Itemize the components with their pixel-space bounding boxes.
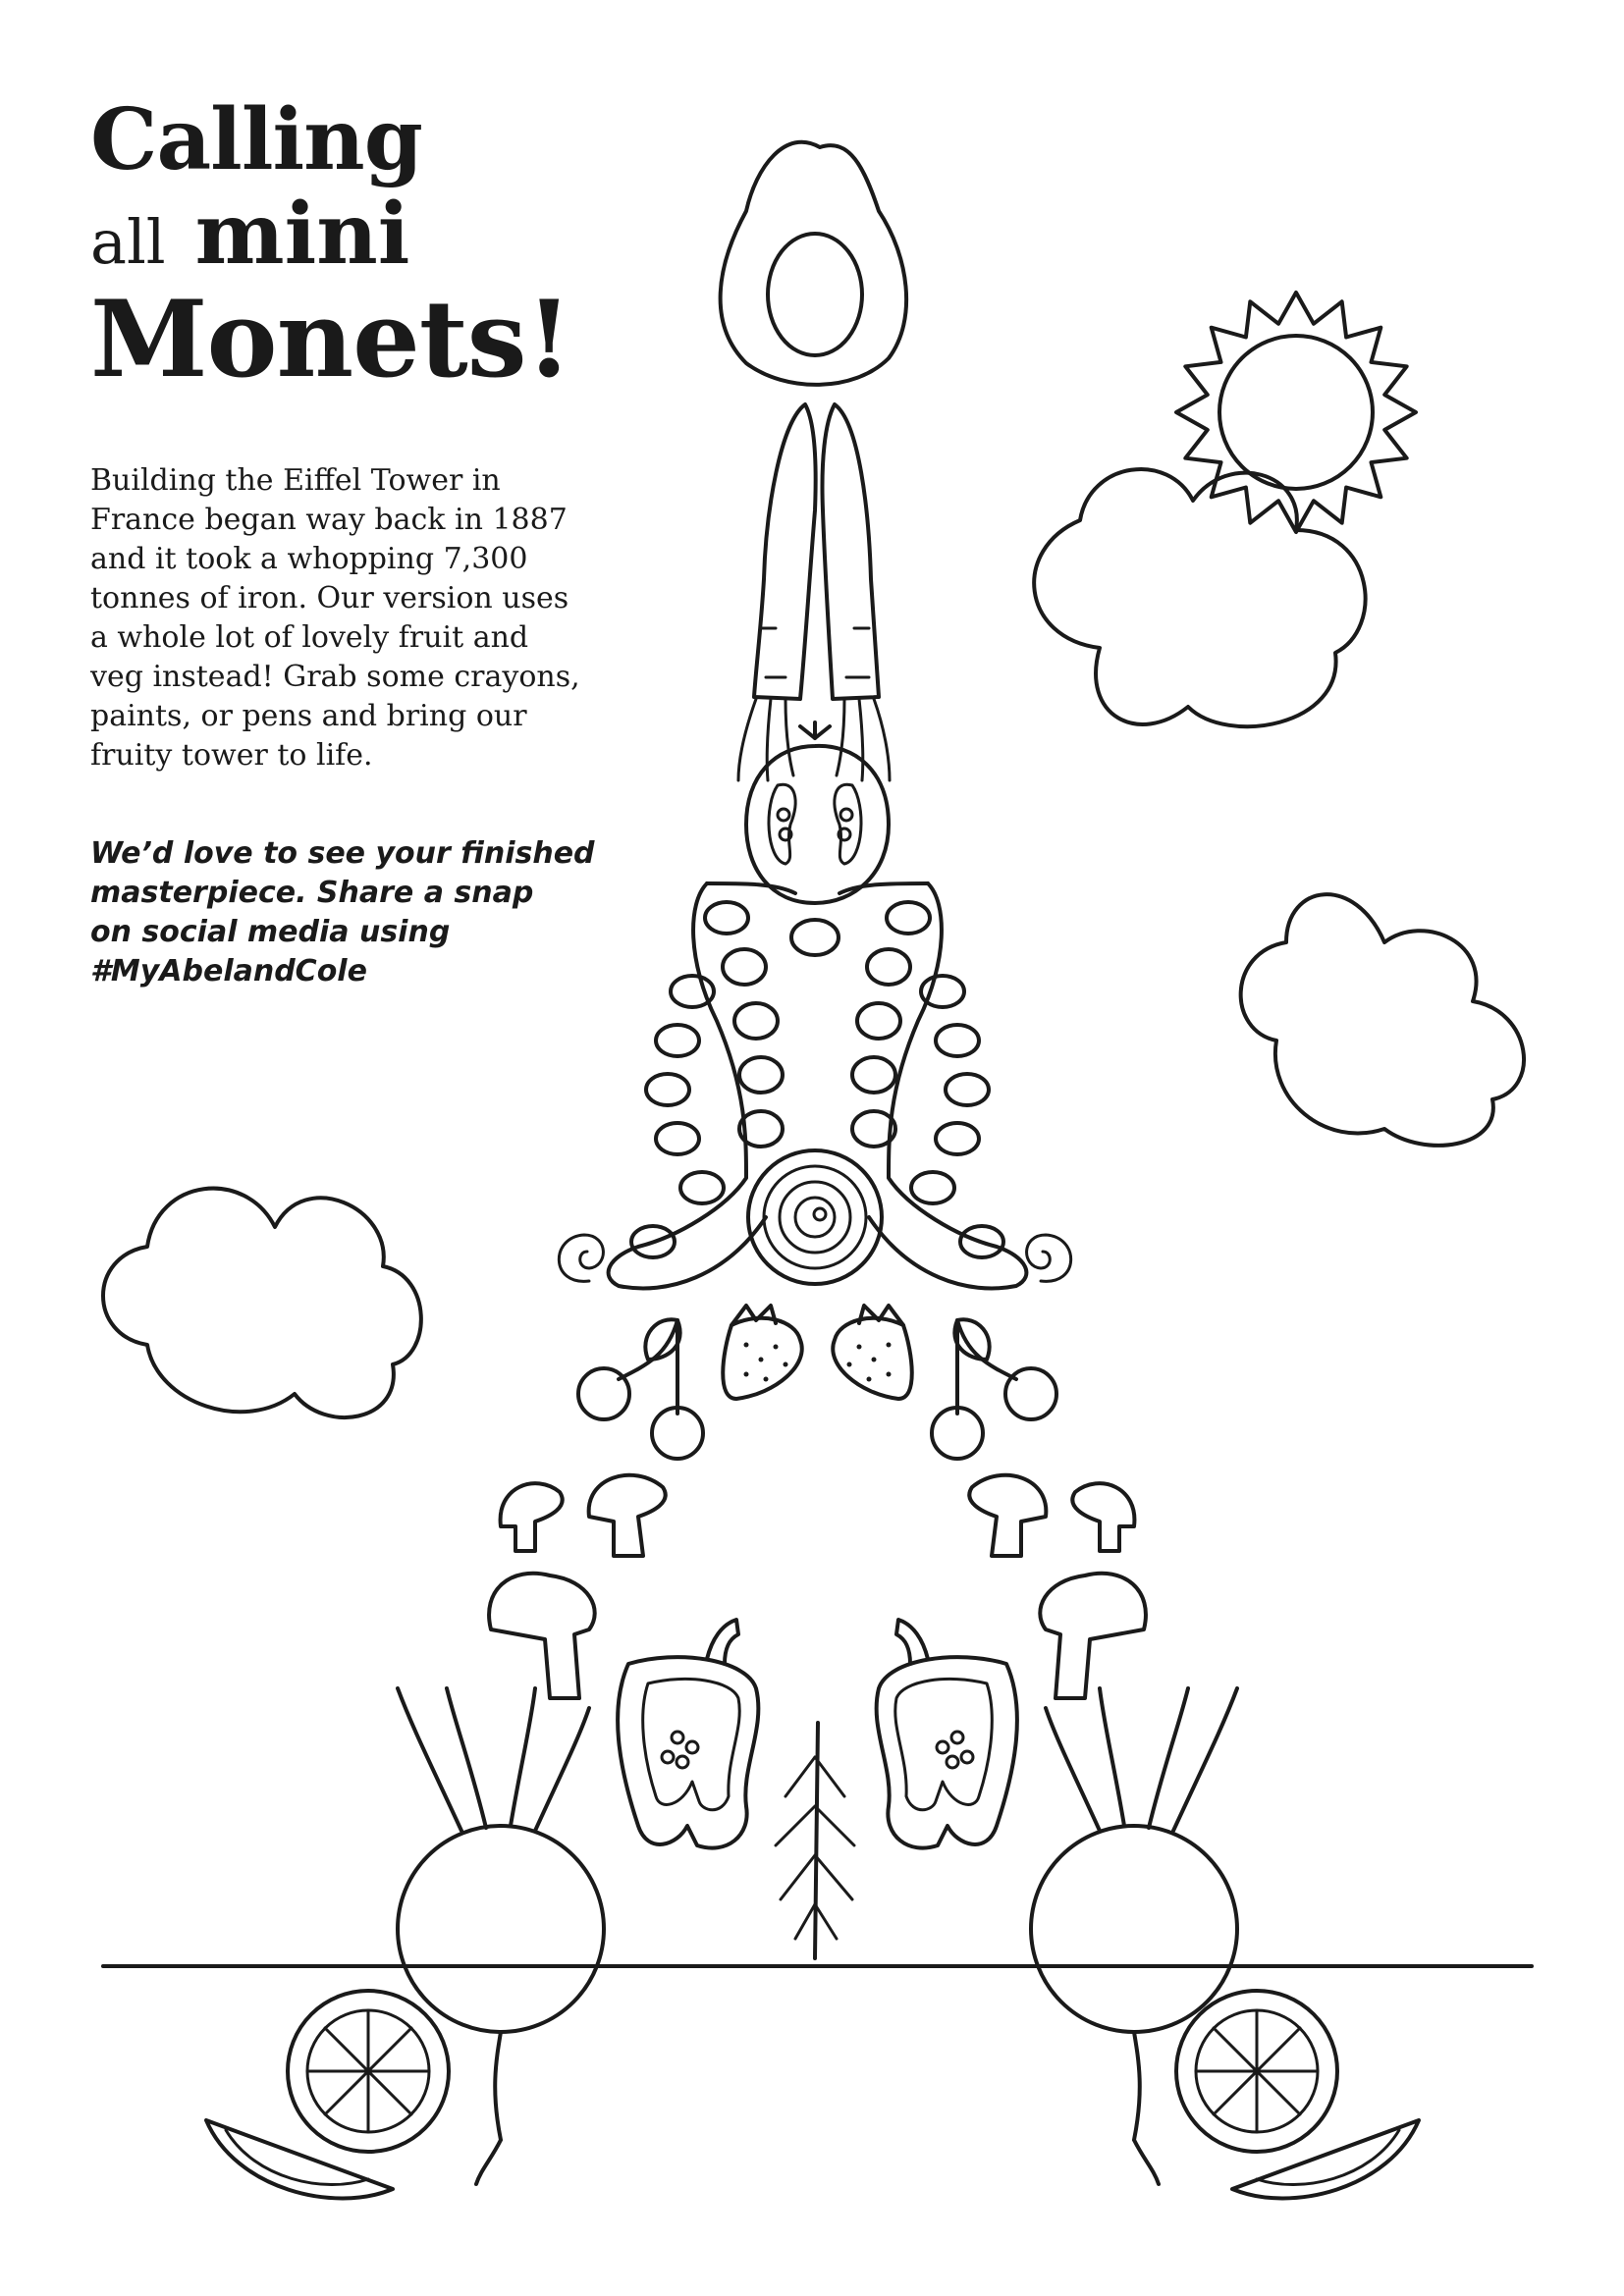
sun-icon: [1176, 293, 1416, 532]
strawberry-seed: [774, 1345, 779, 1350]
lemon-slice-icon: [206, 1991, 1419, 2198]
strawberry-seed: [867, 1377, 872, 1382]
cloud-icon: [1034, 469, 1365, 726]
strawberry-seed: [784, 1362, 788, 1367]
title-line-1: Calling: [90, 90, 422, 189]
spiral-icon: [559, 1235, 603, 1281]
intro-line: Building the Eiffel Tower in: [90, 463, 501, 498]
cloud-icon: [1241, 894, 1524, 1146]
cta-line: We’d love to see your finished: [90, 836, 595, 871]
strawberry-icon: [723, 1306, 912, 1399]
cloud-icon: [103, 1189, 421, 1417]
strawberry-seed: [872, 1358, 877, 1362]
intro-line: tonnes of iron. Our version uses: [90, 581, 569, 615]
cta-line: masterpiece. Share a snap: [90, 876, 534, 910]
strawberry-seed: [764, 1377, 769, 1382]
strawberry-seed: [759, 1358, 764, 1362]
title-line-3: Monets!: [90, 278, 571, 401]
intro-line: and it took a whopping 7,300: [90, 542, 528, 576]
strawberry-seed: [847, 1362, 852, 1367]
strawberry-seed: [887, 1343, 892, 1348]
spiral-icon: [1027, 1235, 1071, 1281]
intro-line: France began way back in 1887: [90, 503, 568, 537]
title-word-mini: mini: [194, 185, 410, 284]
intro-line: veg instead! Grab some crayons,: [90, 660, 580, 694]
avocado-icon: [721, 142, 906, 385]
herb-sprig-icon: [776, 1723, 854, 1958]
cherry-icon: [578, 1319, 1056, 1459]
strawberry-seed: [744, 1343, 749, 1348]
strawberry-seeds: [744, 1343, 892, 1382]
hashtag: #MyAbelandCole: [90, 954, 367, 988]
bean-arch-icon: [609, 883, 1027, 1288]
intro-line: fruity tower to life.: [90, 738, 373, 773]
title-word-all: all: [90, 206, 166, 278]
strawberry-seed: [887, 1372, 892, 1377]
intro-line: a whole lot of lovely fruit and: [90, 620, 529, 655]
strawberry-seed: [744, 1372, 749, 1377]
intro-line: paints, or pens and bring our: [90, 699, 527, 733]
strawberry-seed: [857, 1345, 862, 1350]
mushroom-icon: [489, 1475, 1146, 1698]
onion-slice-icon: [748, 1150, 882, 1284]
cta-line: on social media using: [90, 915, 451, 949]
